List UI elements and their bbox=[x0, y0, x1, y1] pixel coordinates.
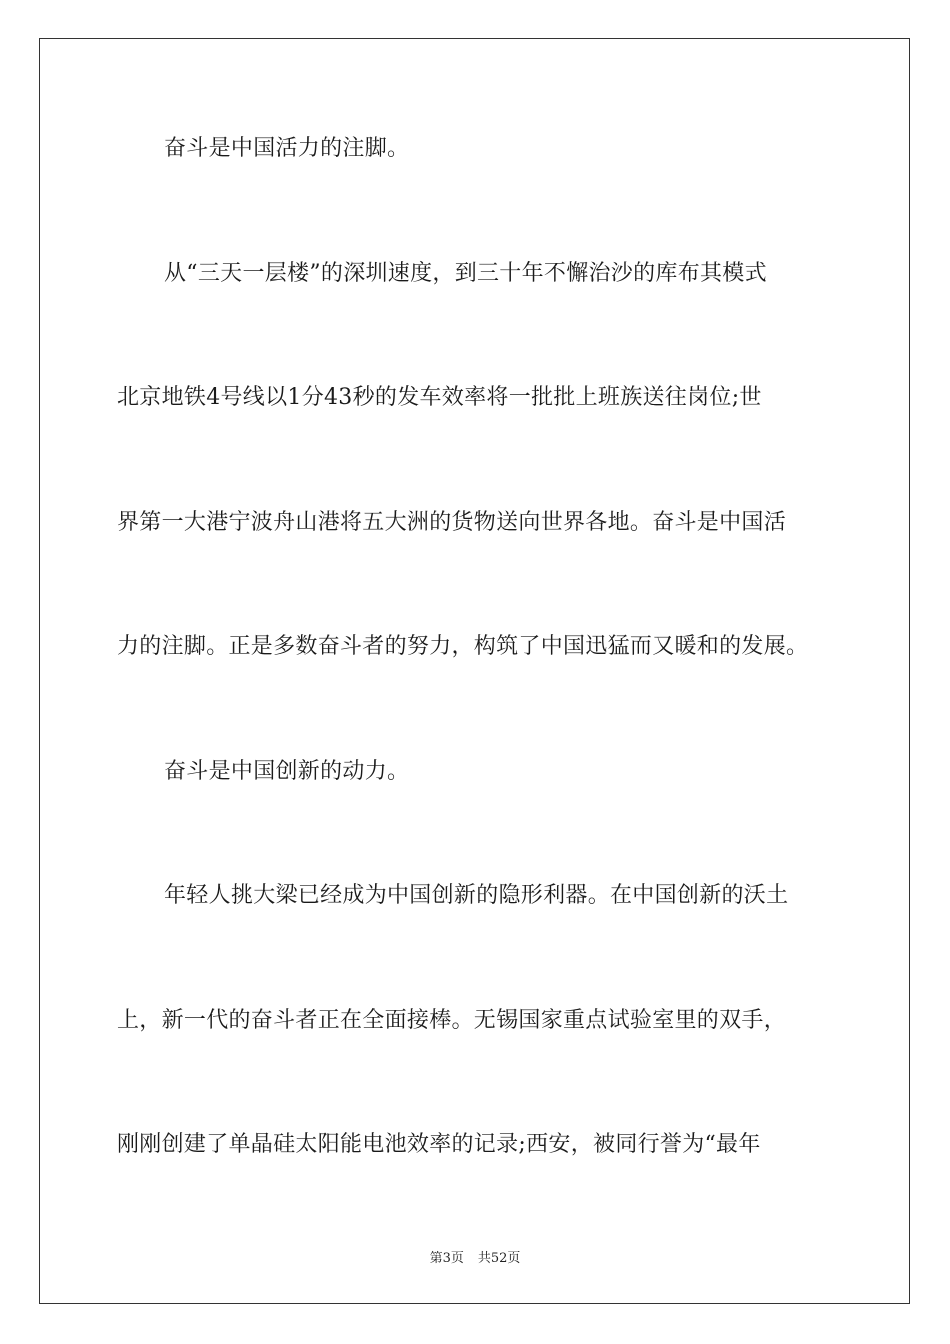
paragraph-heading-1: 奋斗是中国活力的注脚。 bbox=[164, 136, 410, 161]
page-number: 第3页 bbox=[429, 1251, 464, 1266]
paragraph-line: 年轻人挑大梁已经成为中国创新的隐形利器。在中国创新的沃土 bbox=[164, 883, 789, 908]
paragraph-line: 刚刚创建了单晶硅太阳能电池效率的记录;西安，被同行誉为“最年 bbox=[117, 1132, 761, 1157]
paragraph-line: 上，新一代的奋斗者正在全面接棒。无锡国家重点试验室里的双手， bbox=[117, 1008, 787, 1033]
paragraph-heading-2: 奋斗是中国创新的动力。 bbox=[164, 759, 410, 784]
page-border bbox=[39, 38, 910, 1304]
paragraph-line: 从“三天一层楼”的深圳速度，到三十年不懈治沙的库布其模式 bbox=[164, 261, 767, 286]
page-footer bbox=[0, 1247, 950, 1266]
paragraph-line: 力的注脚。正是多数奋斗者的努力，构筑了中国迅猛而又暖和的发展。 bbox=[117, 634, 809, 659]
page-total: 共52页 bbox=[477, 1251, 521, 1266]
paragraph-line: 界第一大港宁波舟山港将五大洲的货物送向世界各地。奋斗是中国活 bbox=[117, 510, 787, 535]
paragraph-line: 北京地铁4号线以1分43秒的发车效率将一批批上班族送往岗位;世 bbox=[117, 385, 762, 410]
